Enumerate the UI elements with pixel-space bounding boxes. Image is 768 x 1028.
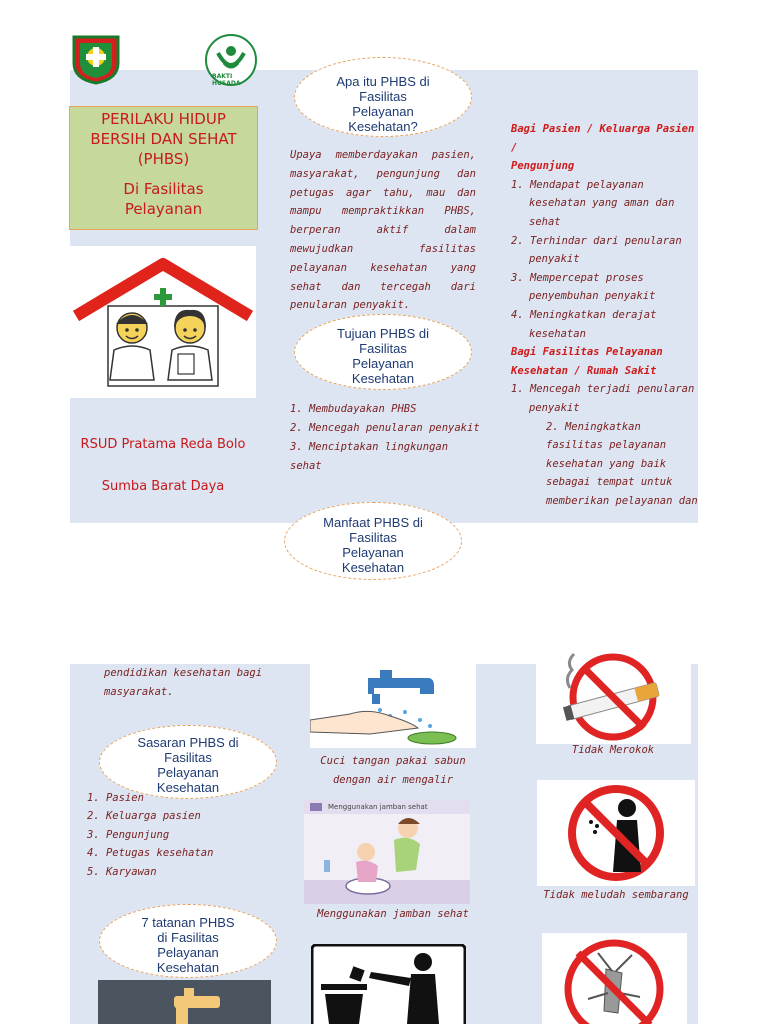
manfaat-column	[511, 120, 701, 510]
heading-line: Bagi Fasilitas Pelayanan	[511, 346, 663, 359]
heading-line: Pengunjung	[511, 160, 575, 173]
hand-washing-image	[310, 664, 476, 748]
bakti-husada-logo	[204, 33, 258, 87]
page2-continued-text	[104, 664, 284, 702]
item-line: kesehatan	[529, 327, 586, 340]
item-line: kesehatan yang aman dan	[529, 197, 675, 210]
jamban-header: Menggunakan jamban sehat	[304, 800, 470, 814]
list-item: 2. Mencegah penularan penyakit	[290, 422, 480, 434]
item-line: 1. Mendapat pelayanan	[511, 178, 644, 191]
oval-line: Pelayanan	[352, 356, 414, 371]
rsud-logo	[70, 33, 122, 85]
caption-tidak-meludah: Tidak meludah sembarang	[543, 889, 689, 901]
list-item: 2. Keluarga pasien	[87, 810, 201, 823]
text-line: pendidikan kesehatan bagi	[104, 667, 263, 679]
oval-line: Pelayanan	[352, 104, 414, 119]
caption-line: dengan air mengalir	[332, 773, 454, 786]
caption-line: Cuci tangan pakai sabun	[320, 755, 466, 767]
oval-line: Sasaran PHBS di	[137, 735, 239, 750]
item-line: sehat	[529, 215, 561, 228]
list-item	[511, 380, 701, 417]
cover-subtitle-line: Pelayanan	[124, 200, 203, 218]
oval-line: Tujuan PHBS di	[336, 326, 429, 341]
list-item: 5. Karyawan	[87, 865, 157, 878]
list-item	[511, 232, 701, 269]
list-item: 3. Menciptakan lingkungan sehat	[290, 441, 449, 472]
item-line: sebagai tempat untuk	[546, 476, 673, 489]
bakti-husada-text: BAKTI HUSADA	[212, 73, 241, 87]
oval-line: di Fasilitas	[157, 930, 219, 945]
item-line: 3. Mempercepat proses	[511, 271, 644, 284]
health-house-illustration	[70, 246, 256, 398]
oval-line: Fasilitas	[359, 341, 407, 356]
item-line: 2. Meningkatkan	[546, 420, 641, 433]
cover-title-line: BERSIH DAN SEHAT	[90, 130, 237, 148]
oval-sasaran-phbs	[99, 725, 277, 799]
list-item: 3. Pengunjung	[87, 828, 170, 841]
no-smoking-icon	[536, 650, 691, 744]
jamban-sehat-image	[304, 800, 470, 904]
oval-line: Pelayanan	[157, 945, 219, 960]
text-line: masyarakat.	[104, 686, 174, 698]
item-line: fasilitas pelayanan	[546, 439, 667, 452]
oval-line: Fasilitas	[359, 89, 407, 104]
oval-manfaat-phbs	[284, 502, 462, 580]
item-line: kesehatan yang baik	[546, 457, 667, 470]
caption-jamban: Menggunakan jamban sehat	[317, 908, 469, 920]
no-spitting-icon	[537, 780, 695, 886]
bagi-pasien-heading	[511, 120, 701, 176]
cover-title	[70, 107, 257, 169]
region-name: Sumba Barat Daya	[101, 479, 225, 494]
oval-line: Fasilitas	[349, 530, 397, 545]
item-line: penyakit	[529, 401, 580, 414]
oval-line: Apa itu PHBS di	[336, 74, 430, 89]
oval-line: Kesehatan?	[348, 119, 418, 134]
sasaran-list	[87, 789, 267, 881]
caption-tidak-merokok: Tidak Merokok	[571, 744, 655, 756]
phbs-definition: Upaya memberdayakan pasien, masyarakat, pengunjung dan petugas agar tahu, mau dan mampu mempraktikkan PHBS, berperan aktif dalam mewujudkan fasilitas pelayanan kesehatan yang sehat dan tercegah dari penularan penyakit.	[290, 149, 476, 312]
caption-cuci-tangan	[300, 752, 486, 789]
faucet-icon	[98, 980, 271, 1024]
oval-apa-itu-phbs	[294, 57, 472, 137]
list-item: 1. Pasien	[87, 792, 144, 804]
cover-subtitle-line: Di Fasilitas	[123, 180, 204, 198]
cover-title-box	[69, 106, 258, 230]
oval-line: Pelayanan	[342, 545, 404, 560]
list-item	[511, 306, 701, 343]
oval-7-tatanan-phbs	[99, 904, 277, 978]
item-line: 1. Mencegah terjadi penularan	[511, 383, 695, 396]
bagi-fasilitas-list	[511, 380, 701, 510]
oval-tujuan-phbs	[294, 314, 472, 390]
cover-title-line: (PHBS)	[137, 150, 190, 168]
item-line: penyakit	[529, 253, 580, 266]
oval-line: 7 tatanan PHBS	[141, 915, 235, 930]
item-line: 4. Meningkatkan derajat	[511, 308, 657, 321]
list-item: 1. Membudayakan PHBS	[290, 403, 417, 415]
heading-line: Bagi Pasien / Keluarga Pasien /	[511, 123, 695, 154]
bagi-pasien-list	[511, 176, 701, 343]
item-line: 2. Terhindar dari penularan	[511, 234, 682, 247]
oval-line: Fasilitas	[164, 750, 212, 765]
oval-line: Kesehatan	[351, 371, 415, 386]
tujuan-list	[290, 400, 480, 476]
list-item: 4. Petugas kesehatan	[87, 847, 214, 860]
list-item	[511, 418, 701, 511]
oval-line: Kesehatan	[156, 960, 220, 975]
oval-line: Kesehatan	[156, 780, 220, 795]
bagi-fasilitas-heading	[511, 343, 701, 380]
oval-line: Kesehatan	[341, 560, 405, 575]
trash-bin-icon	[311, 944, 466, 1024]
heading-line: Kesehatan / Rumah Sakit	[511, 364, 657, 377]
list-item	[511, 269, 701, 306]
hospital-name: RSUD Pratama Reda Bolo	[80, 437, 246, 452]
cover-subtitle	[70, 169, 257, 219]
oval-line: Pelayanan	[157, 765, 219, 780]
item-line: memberikan pelayanan dan	[546, 494, 698, 507]
oval-line: Manfaat PHBS di	[323, 515, 423, 530]
no-mosquito-icon	[542, 933, 687, 1024]
list-item	[511, 176, 701, 232]
item-line: penyembuhan penyakit	[529, 290, 656, 303]
cover-title-line: PERILAKU HIDUP	[101, 110, 226, 128]
